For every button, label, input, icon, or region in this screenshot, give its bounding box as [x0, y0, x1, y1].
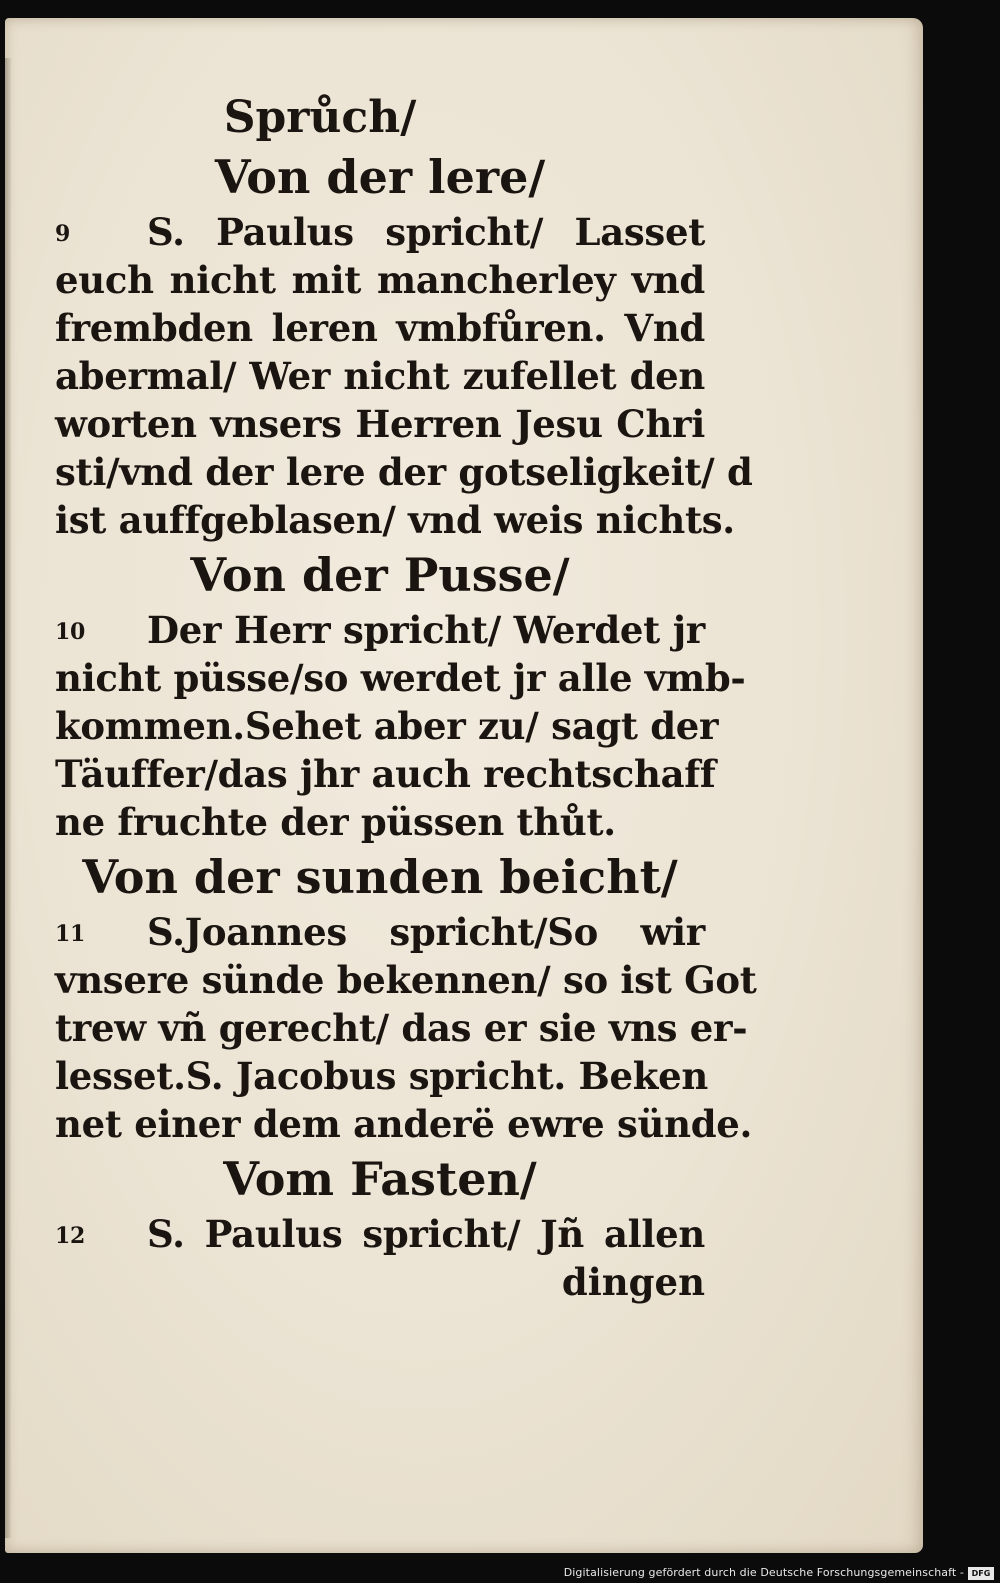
text-line: ist auffgeblasen/ vnd weis nichts. — [55, 498, 735, 542]
digitization-credit: Digitalisierung gefördert durch die Deutsche Forschungsgemeinschaft - — [563, 1566, 964, 1579]
section-number: 11 — [55, 921, 86, 947]
text-line: worten vnsers Herren Jesu Chri — [55, 402, 705, 446]
text-line-content: Der Herr spricht/ Werdet jr — [147, 608, 705, 652]
section-heading: Vom Fasten/ — [223, 1152, 537, 1206]
section-number: 12 — [55, 1223, 86, 1249]
text-line — [55, 208, 705, 256]
text-line: abermal/ Wer nicht zufellet den — [55, 354, 705, 398]
text-line — [55, 606, 705, 654]
section-heading: Von der sunden beicht/ — [82, 850, 678, 904]
text-line: net einer dem anderë ewre sünde. — [55, 1102, 753, 1146]
section-number: 9 — [55, 221, 71, 247]
text-line: trew vñ gerecht/ das er sie vns er- — [55, 1006, 748, 1050]
text-line: kommen.Sehet aber zu/ sagt der — [55, 704, 719, 748]
text-line — [55, 908, 705, 956]
text-line: Täuffer/das jhr auch rechtschaff — [55, 752, 716, 796]
text-line — [55, 1210, 705, 1258]
text-line-content: S. Paulus spricht/ Jñ allen — [147, 1212, 705, 1256]
running-head: Sprůch/ — [223, 92, 417, 143]
text-line: lesset.S. Jacobus spricht. Beken — [55, 1054, 708, 1098]
text-line: nicht püsse/so werdet jr alle vmb- — [55, 656, 746, 700]
section-heading: Von der lere/ — [214, 150, 546, 204]
page-gutter-shadow — [5, 58, 11, 1538]
book-page — [5, 18, 923, 1553]
text-line-content: S. Paulus spricht/ Lasset — [147, 210, 705, 254]
text-line: ne fruchte der püssen thůt. — [55, 800, 616, 844]
section-number: 10 — [55, 619, 86, 645]
dfg-logo: DFG — [968, 1567, 994, 1580]
catchword: dingen — [561, 1260, 705, 1304]
text-line: euch nicht mit mancherley vnd — [55, 258, 705, 302]
text-block — [55, 90, 757, 1306]
text-line: vnsere sünde bekennen/ so ist Got — [55, 958, 757, 1002]
text-line: frembden leren vmbfůren. Vnd — [55, 306, 705, 350]
text-line-content: S.Joannes spricht/So wir — [147, 910, 705, 954]
section-heading: Von der Pusse/ — [190, 548, 570, 602]
text-line: sti/vnd der lere der gotseligkeit/ d — [55, 450, 753, 494]
